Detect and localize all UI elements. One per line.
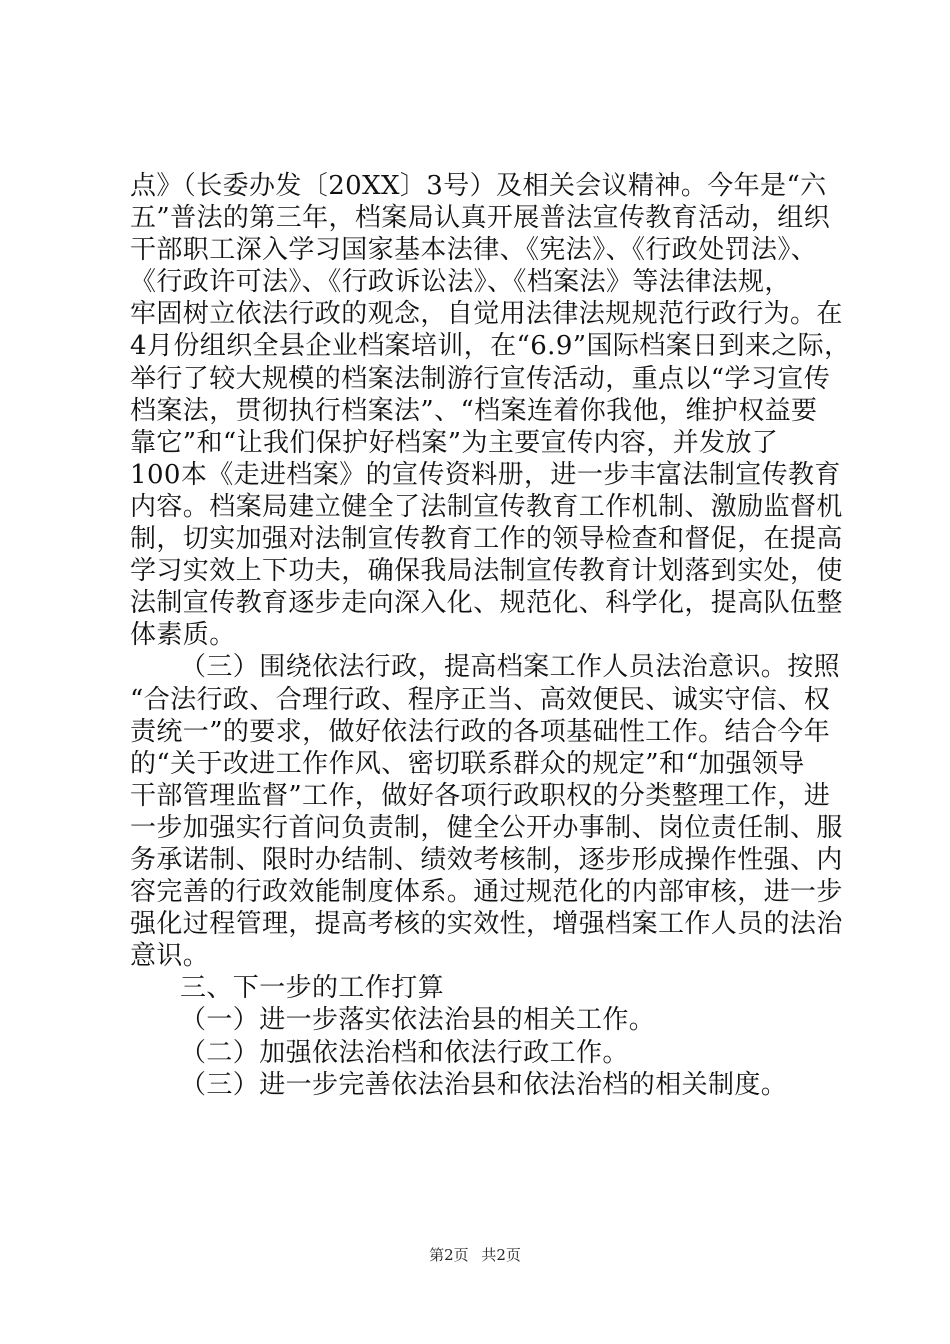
text-line: 干部职工深入学习国家基本法律、《宪法》、《行政处罚法》、	[130, 235, 818, 266]
text-line: 学习实效上下功夫，确保我局法制宣传教育计划落到实处，使	[130, 556, 843, 587]
text-line: 五”普法的第三年，档案局认真开展普法宣传教育活动，组织	[130, 203, 831, 234]
text-line: 意识。	[130, 941, 210, 972]
text-line: 内容。档案局建立健全了法制宣传教育工作机制、激励监督机	[130, 491, 843, 522]
text-line: 点》（长委办发〔20XX〕3号）及相关会议精神。今年是“六	[130, 171, 827, 201]
list-item: （二）加强依法治档和依法行政工作。	[180, 1037, 629, 1068]
list-item: （一）进一步落实依法治县的相关工作。	[180, 1005, 656, 1036]
text-line: 一步加强实行首问负责制，健全公开办事制、岗位责任制、服	[130, 812, 843, 843]
list-item: （三）进一步完善依法治县和依法治档的相关制度。	[180, 1069, 788, 1100]
text-line: 100本《走进档案》的宣传资料册，进一步丰富法制宣传教育	[130, 459, 841, 490]
text-line: 的“关于改进工作作风、密切联系群众的规定”和“加强领导	[130, 748, 805, 779]
text-line: 干部管理监督”工作，做好各项行政职权的分类整理工作，进	[130, 780, 831, 811]
text-line: 靠它”和“让我们保护好档案”为主要宣传内容，并发放了	[130, 427, 779, 458]
text-line: 《行政许可法》、《行政诉讼法》、《档案法》等法律法规，	[130, 267, 791, 298]
text-line: 务承诺制、限时办结制、绩效考核制，逐步形成操作性强、内	[130, 844, 843, 875]
text-line: 档案法，贯彻执行档案法”、“档案连着你我他，维护权益要	[130, 395, 818, 426]
page-footer	[0, 1244, 950, 1265]
text-line: 法制宣传教育逐步走向深入化、规范化、科学化，提高队伍整	[130, 588, 843, 619]
text-line: “合法行政、合理行政、程序正当、高效便民、诚实守信、权	[130, 684, 831, 715]
page-number: 第2页	[429, 1246, 469, 1264]
section-heading: 三、下一步的工作打算	[180, 973, 445, 1004]
text-line: 牢固树立依法行政的观念，自觉用法律法规规范行政行为。在	[130, 299, 843, 330]
text-line: 4月份组织全县企业档案培训，在“6.9”国际档案日到来之际，	[130, 331, 851, 362]
document-body	[130, 170, 851, 1101]
text-line: 体素质。	[130, 620, 236, 651]
text-line: 制，切实加强对法制宣传教育工作的领导检查和督促，在提高	[130, 524, 843, 555]
text-line: 责统一”的要求，做好依法行政的各项基础性工作。结合今年	[130, 716, 831, 747]
section-heading: （三）围绕依法行政，提高档案工作人员法治意识。按照	[180, 652, 841, 683]
page-total: 共2页	[481, 1246, 521, 1264]
text-line: 容完善的行政效能制度体系。通过规范化的内部审核，进一步	[130, 877, 843, 908]
text-line: 强化过程管理，提高考核的实效性，增强档案工作人员的法治	[130, 909, 843, 940]
text-line: 举行了较大规模的档案法制游行宣传活动，重点以“学习宣传	[130, 363, 831, 394]
